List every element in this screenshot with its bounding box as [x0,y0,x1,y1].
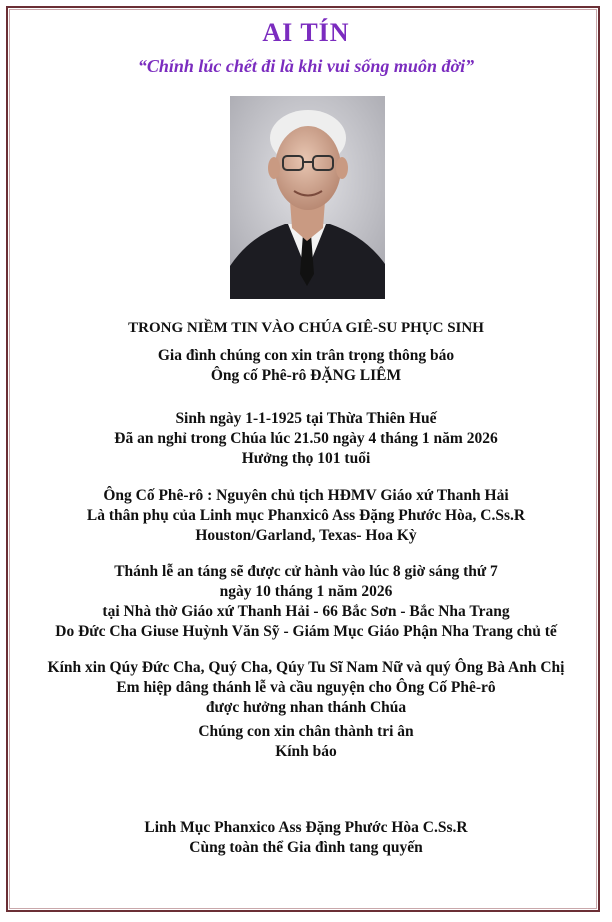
invitation-line: Kính xin Qúy Đức Cha, Quý Cha, Qúy Tu Sĩ Nam Nữ và quý Ông Bà Anh Chị [47,659,565,676]
death-line: Đã an nghỉ trong Chúa lúc 21.50 ngày 4 tháng 1 năm 2026 [114,430,498,447]
funeral-date-line: ngày 10 tháng 1 năm 2026 [219,583,393,600]
invitation-line: Em hiệp dâng thánh lễ và cầu nguyện cho Ông Cố Phê-rô [116,679,496,696]
birth-line: Sinh ngày 1-1-1925 tại Thừa Thiên Huế [175,410,437,427]
funeral-place-line: tại Nhà thờ Giáo xứ Thanh Hải - 66 Bắc Sơn - Bắc Nha Trang [102,603,510,620]
role-line: Ông Cố Phê-rô : Nguyên chủ tịch HĐMV Giáo xứ Thanh Hải [103,487,509,504]
faith-heading: TRONG NIỀM TIN VÀO CHÚA GIÊ-SU PHỤC SINH [128,320,484,336]
intro-line: Gia đình chúng con xin trân trọng thông báo [157,347,455,364]
relation-line: Là thân phụ của Linh mục Phanxicô Ass Đặng Phước Hòa, C.Ss.R [86,507,526,524]
signature-line: Linh Mục Phanxico Ass Đặng Phước Hòa C.Ss.R [144,819,468,836]
thanks-line: Chúng con xin chân thành tri ân [198,723,414,740]
funeral-time-line: Thánh lễ an táng sẽ được cử hành vào lúc 8 giờ sáng thứ 7 [114,563,498,580]
deceased-name: Ông cố Phê-rô ĐẶNG LIÊM [210,367,402,384]
invitation-line: được hưởng nhan thánh Chúa [205,699,407,716]
celebrant-line: Do Đức Cha Giuse Huỳnh Văn Sỹ - Giám Mục Giáo Phận Nha Trang chủ tế [55,623,557,640]
page-title: AI TÍN [262,18,350,47]
age-line: Hưởng thọ 101 tuổi [241,450,371,467]
page-quote: “Chính lúc chết đi là khi vui sống muôn đời” [137,56,475,76]
location-line: Houston/Garland, Texas- Hoa Kỳ [195,527,417,544]
portrait-photo [230,96,385,299]
regards-line: Kính báo [275,743,337,760]
family-line: Cùng toàn thể Gia đình tang quyến [189,839,423,856]
